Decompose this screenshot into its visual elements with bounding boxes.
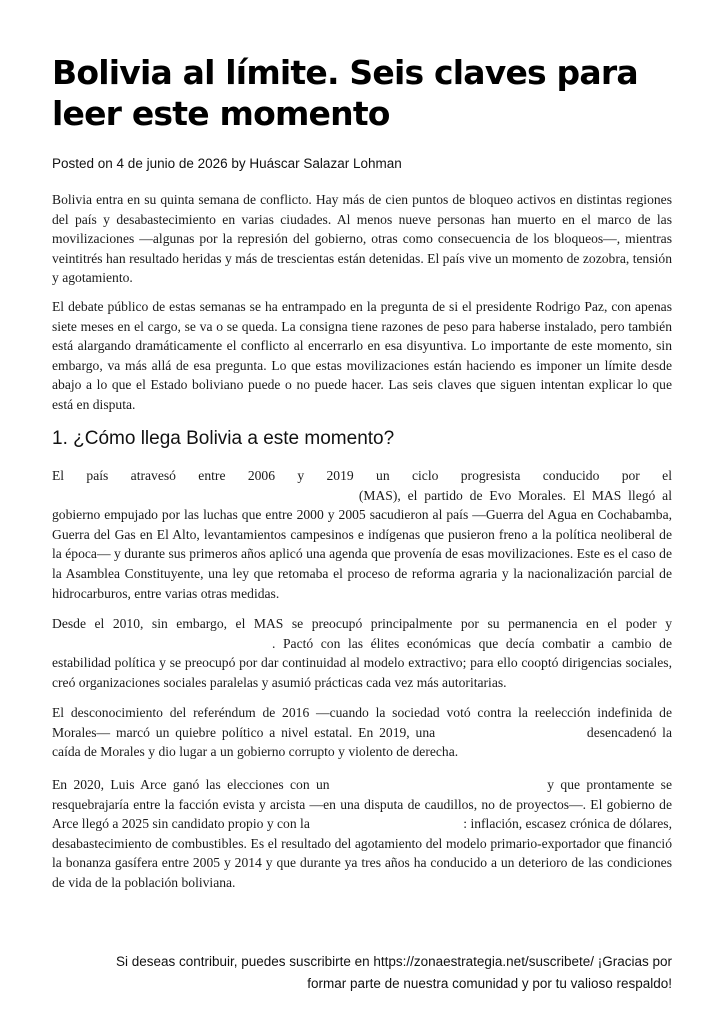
s1-p4-text-a: En 2020, Luis Arce ganó las elecciones con un <box>52 777 330 792</box>
section-1-paragraph-1 <box>52 466 672 603</box>
s1-p3-text-b: desencadenó la caída de Morales y dio lugar a un gobierno corrupto y violento de derecha. <box>52 724 672 760</box>
section-1-paragraph-3 <box>52 703 672 762</box>
footer-line-1: Si deseas contribuir, puedes suscribirte en https://zonaestrategia.net/suscribete/ ¡Gracias por <box>115 954 672 969</box>
intro-paragraph-2: El debate público de estas semanas se ha entrampado en la pregunta de si el presidente Rodrigo Paz, con apenas siete meses en el cargo, se va o se queda. La consigna tiene razones de peso para haberse instalado, pero también está alargando dramáticamente el conflicto al encerrarlo en esa disyuntiva. Lo importante de este momento, sin embargo, va más allá de esa pregunta. Lo que estas movilizaciones están haciendo es imponer un límite desde abajo a lo que el Estado boliviano puede o no puede hacer. Las seis claves que siguen intentan explicar lo que está en disputa. <box>52 299 672 412</box>
s1-p2-text-b: . Pactó con las élites económicas que decía combatir a cambio de estabilidad política y se preocupó por dar continuidad al modelo extractivo; para ello cooptó dirigencias sociales, creó organizaciones sociales paralelas y asumió prácticas cada vez más autoritarias. <box>52 635 672 690</box>
s1-p1-text-a: El país atravesó entre 2006 y 2019 un ciclo progresista conducido por el <box>52 468 672 483</box>
s1-p3-text-a: El desconocimiento del referéndum de 2016 —cuando la sociedad votó contra la reelección indefinida de Morales— marcó un quiebre político a nivel estatal. En 2019, una <box>52 705 672 740</box>
subscription-footer <box>32 951 672 995</box>
article-byline: Posted on 4 de junio de 2026 by Huáscar Salazar Lohman <box>52 156 402 171</box>
article-title: Bolivia al límite. Seis claves para leer este momento <box>52 53 638 133</box>
section-1-heading: 1. ¿Cómo llega Bolivia a este momento? <box>52 428 395 449</box>
intro-paragraph-1: Bolivia entra en su quinta semana de conflicto. Hay más de cien puntos de bloqueo activos en distintas regiones del país y desabastecimiento en varias ciudades. Al menos nueve personas han muerto en el marco de las movilizaciones —algunas por la represión del gobierno, otras como consecuencia de los bloqueos—, mientras veintitrés han resultado heridas y más de trescientas están detenidas. El país vive un momento de zozobra, tensión y agotamiento. <box>52 192 672 286</box>
section-1-paragraph-2 <box>52 614 672 692</box>
s1-p1-text-b: (MAS), el partido de Evo Morales. El MAS llegó al gobierno empujado por las luchas que entre 2000 y 2005 sacudieron al país —Guerra del Agua en Cochabamba, Guerra del Gas en El Alto, levantamientos campesinos e indígenas que pusieron freno a la política neoliberal de la época— y durante sus primeros años aplicó una agenda que provenía de esas movilizaciones. Este es el caso de la Asamblea Constituyente, una ley que retomaba el proceso de reforma agraria y la nacionalización parcial de hidrocarburos, entre varias otras medidas. <box>52 487 672 601</box>
s1-p4-text-b: y que prontamente se resquebrajaría entre la facción evista y arcista —en una disputa de caudillos, no de proyectos—. El gobierno de Arce llegó a 2025 sin candidato propio y con la <box>52 777 672 832</box>
s1-p4-text-c: : inflación, escasez crónica de dólares, desabastecimiento de combustibles. Es el resultado del agotamiento del modelo primario-exportador que financió la bonanza gasífera entre 2005 y 2014 y que durante ya tres años ha conducido a un deterioro de las condiciones de vida de la población boliviana. <box>52 816 672 890</box>
section-1-paragraph-4 <box>52 775 672 893</box>
footer-line-2: formar parte de nuestra comunidad y por tu valioso respaldo! <box>307 976 672 991</box>
s1-p2-text-a: Desde el 2010, sin embargo, el MAS se preocupó principalmente por su permanencia en el poder y <box>52 616 672 631</box>
